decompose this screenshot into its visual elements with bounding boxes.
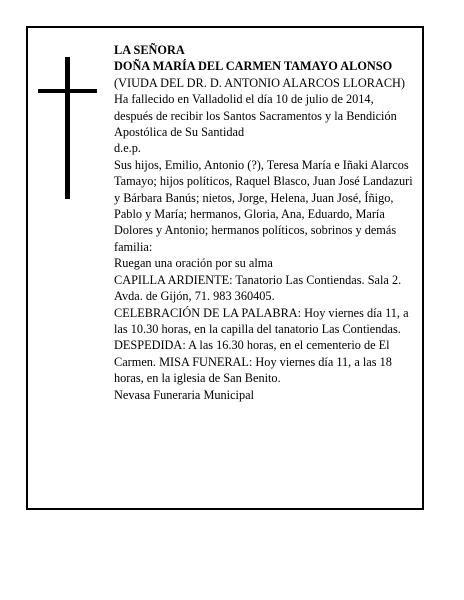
obituary-notice: [26, 26, 424, 510]
chapel-info: CAPILLA ARDIENTE: Tanatorio Las Contiendas. Sala 2. Avda. de Gijón, 71. 983 360405.: [114, 272, 402, 304]
death-statement: Ha fallecido en Valladolid el día 10 de julio de 2014, después de recibir los Santos Sacramentos y la Bendición Apostólica de Su Santidad: [114, 92, 397, 140]
rip: d.e.p.: [114, 141, 141, 156]
title-line: LA SEÑORA: [114, 43, 185, 57]
cross-horizontal-bar: [38, 89, 97, 93]
ceremonies-info: CELEBRACIÓN DE LA PALABRA: Hoy viernes día 11, a las 10.30 horas, en la capilla del tanatorio Las Contiendas. DESPEDIDA: A las 16.30 horas, en el cementerio de El Carmen. MISA FUNERAL: Hoy viernes día 11, a las 18 horas, en la iglesia de San Benito.: [114, 305, 409, 386]
cross-vertical-bar: [65, 57, 70, 199]
prayer-request: Ruegan una oración por su alma: [114, 256, 273, 271]
obituary-text: [114, 42, 414, 403]
cross-icon: [38, 57, 102, 199]
deceased-name: DOÑA MARÍA DEL CARMEN TAMAYO ALONSO: [114, 59, 393, 74]
family-list: Sus hijos, Emilio, Antonio (?), Teresa María e Iñaki Alarcos Tamayo; hijos políticos, Raquel Blasco, Juan José Landazuri y Bárbara Banús; nietos, Jorge, Helena, Juan José, Íñigo, Pablo y María; hermanos, Gloria, Ana, Eduardo, María Dolores y Antonio; hermanos políticos, sobrinos y demás familia:: [114, 157, 413, 254]
funeral-home: Nevasa Funeraria Municipal: [114, 387, 254, 402]
widow-of: (VIUDA DEL DR. D. ANTONIO ALARCOS LLORACH): [114, 75, 406, 90]
